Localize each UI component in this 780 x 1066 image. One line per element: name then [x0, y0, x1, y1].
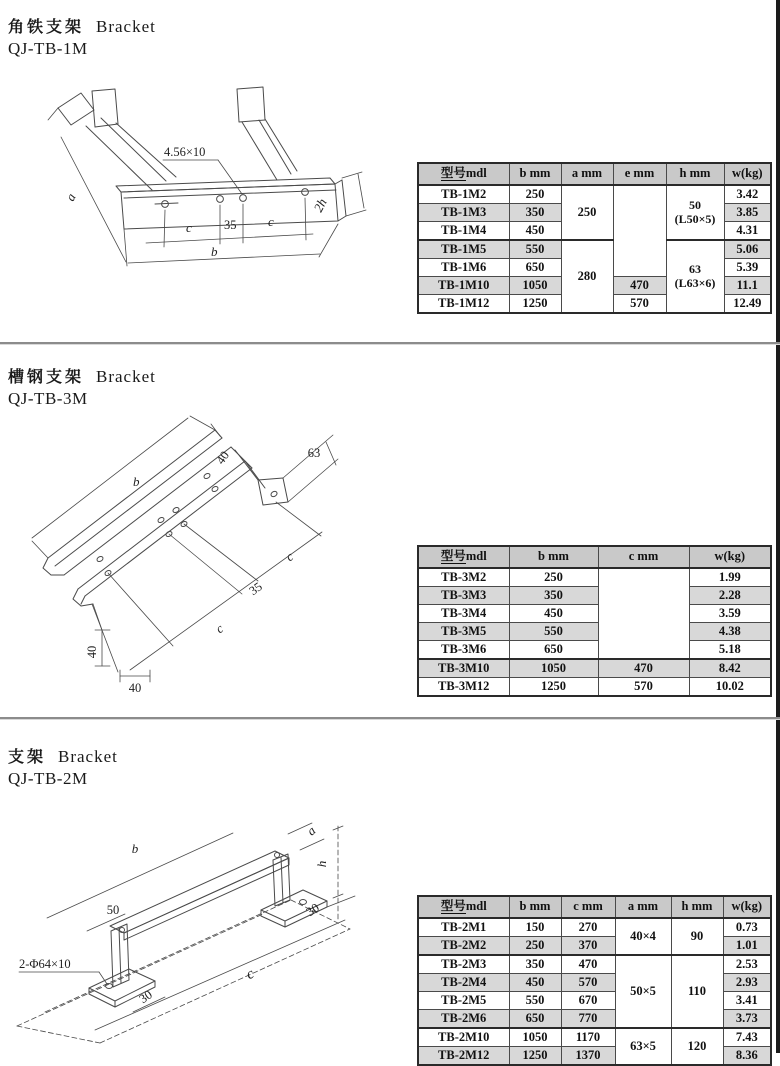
table-row: TB-3M3 350 2.28	[418, 587, 771, 605]
u-bracket-drawing	[5, 798, 425, 1053]
blank-cell	[613, 185, 666, 277]
section-title-zh: 槽钢支架	[8, 369, 85, 386]
col-header-h: h mm	[666, 163, 724, 185]
table-row: TB-1M4 450 4.31	[418, 222, 771, 241]
merged-a-cell: 50×5	[615, 955, 671, 1028]
construction-lines	[17, 826, 350, 1043]
table-row: TB-2M12 1250 1370 8.36	[418, 1047, 771, 1066]
merged-a-cell: 40×4	[615, 918, 671, 955]
col-header-h: h mm	[671, 896, 723, 918]
table-header-row	[418, 546, 771, 568]
blank-cell	[598, 568, 689, 659]
channel-bracket-drawing	[30, 408, 365, 703]
table-row: TB-2M5 550 670 3.41	[418, 992, 771, 1010]
dim-40-top-label: 40	[213, 448, 233, 467]
section-title-en: Bracket	[58, 747, 118, 766]
dim-h-label: h	[314, 860, 329, 868]
table-row: TB-2M1 150 270 40×4 90 0.73	[418, 918, 771, 937]
table-row: TB-3M10 1050 470 8.42	[418, 659, 771, 678]
col-header-w: w(kg)	[723, 896, 771, 918]
dim-30-right-label: 30	[303, 900, 322, 920]
dimension-lines	[19, 823, 355, 1030]
dim-35-label: 35	[246, 579, 265, 599]
dim-40-bottom-label: 40	[128, 681, 142, 695]
hole-callout-label: 2-Φ64×10	[19, 957, 71, 971]
section-title-zh: 支架	[8, 749, 47, 766]
dim-30-bottom-label: 30	[136, 987, 155, 1007]
merged-h-cell: 50 (L50×5)	[666, 185, 724, 240]
col-header-c: c mm	[598, 546, 689, 568]
section-1-header	[8, 14, 156, 59]
dim-c-upper-label: c	[282, 548, 297, 565]
model-code: QJ-TB-2M	[8, 769, 88, 788]
dim-63-label: 63	[307, 446, 321, 460]
dim-c-lower-label: c	[212, 620, 227, 637]
col-header-c: c mm	[561, 896, 615, 918]
col-header-e: e mm	[613, 163, 666, 185]
dim-b-label: b	[133, 474, 140, 489]
section-2-header	[8, 364, 156, 409]
line-art	[89, 851, 327, 1007]
table-row: TB-3M12 1250 570 10.02	[418, 678, 771, 697]
table-row: TB-1M5 550 280 63 (L63×6) 5.06	[418, 240, 771, 259]
model-code: QJ-TB-1M	[8, 39, 88, 58]
table-row: TB-3M2 250 1.99	[418, 568, 771, 587]
section-divider	[0, 717, 780, 720]
section-divider	[0, 342, 780, 345]
table-row: TB-2M4 450 570 2.93	[418, 974, 771, 992]
dim-a-label: a	[62, 190, 79, 204]
col-header-b: b mm	[509, 546, 598, 568]
section-title-en: Bracket	[96, 17, 156, 36]
merged-h-cell: 90	[671, 918, 723, 955]
dim-2h-label: 2h	[310, 195, 330, 215]
spec-table-qj-tb-2m	[417, 895, 772, 1066]
col-header-model: 型号mdl	[418, 546, 509, 568]
merged-a-cell: 63×5	[615, 1028, 671, 1065]
dim-c-left-label: c	[186, 220, 192, 235]
table-header-row	[418, 896, 771, 918]
section-title-zh: 角铁支架	[8, 19, 85, 36]
table-row: TB-3M6 650 5.18	[418, 641, 771, 660]
angle-bracket-drawing	[28, 80, 383, 305]
table-row: TB-3M5 550 4.38	[418, 623, 771, 641]
section-title-en: Bracket	[96, 367, 156, 386]
merged-h-cell: 120	[671, 1028, 723, 1065]
dim-c-label: c	[243, 965, 257, 984]
page-edge-rule	[776, 0, 780, 1053]
table-row: TB-1M12 1250 570 12.49	[418, 295, 771, 314]
col-header-w: w(kg)	[724, 163, 771, 185]
col-header-model: 型号mdl	[418, 896, 509, 918]
dim-b-label: b	[211, 244, 218, 259]
dimension-lines	[48, 108, 366, 266]
merged-a-cell: 250	[561, 185, 613, 240]
merged-h-cell: 110	[671, 955, 723, 1028]
hole-callout-label: 4.56×10	[164, 145, 206, 159]
spec-table-qj-tb-1m	[417, 162, 772, 314]
merged-h-cell: 63 (L63×6)	[666, 240, 724, 313]
table-row: TB-1M2 250 250 50 (L50×5) 3.42	[418, 185, 771, 204]
table-row: TB-2M10 1050 1170 63×5 120 7.43	[418, 1028, 771, 1047]
table-row: TB-2M3 350 470 50×5 110 2.53	[418, 955, 771, 974]
table-row: TB-3M4 450 3.59	[418, 605, 771, 623]
table-row: TB-1M6 650 5.39	[418, 259, 771, 277]
col-header-model: 型号mdl	[418, 163, 509, 185]
dim-50-label: 50	[106, 903, 120, 917]
col-header-w: w(kg)	[689, 546, 771, 568]
dim-40-side-label: 40	[85, 645, 99, 659]
table-row: TB-2M6 650 770 3.73	[418, 1010, 771, 1029]
col-header-b: b mm	[509, 163, 561, 185]
table-row: TB-1M10 1050 470 11.1	[418, 277, 771, 295]
col-header-b: b mm	[509, 896, 561, 918]
section-3-header	[8, 744, 118, 789]
dim-c-right-label: c	[268, 214, 274, 229]
table-row: TB-1M3 350 3.85	[418, 204, 771, 222]
spec-table-qj-tb-3m	[417, 545, 772, 697]
merged-a-cell: 280	[561, 240, 613, 313]
dim-a-label: a	[303, 822, 319, 839]
table-row: TB-2M2 250 370 1.01	[418, 937, 771, 956]
dim-b-label: b	[131, 841, 139, 856]
dim-35-label: 35	[224, 218, 237, 232]
col-header-a: a mm	[615, 896, 671, 918]
table-header-row	[418, 163, 771, 185]
col-header-a: a mm	[561, 163, 613, 185]
line-art	[43, 430, 288, 606]
model-code: QJ-TB-3M	[8, 389, 88, 408]
